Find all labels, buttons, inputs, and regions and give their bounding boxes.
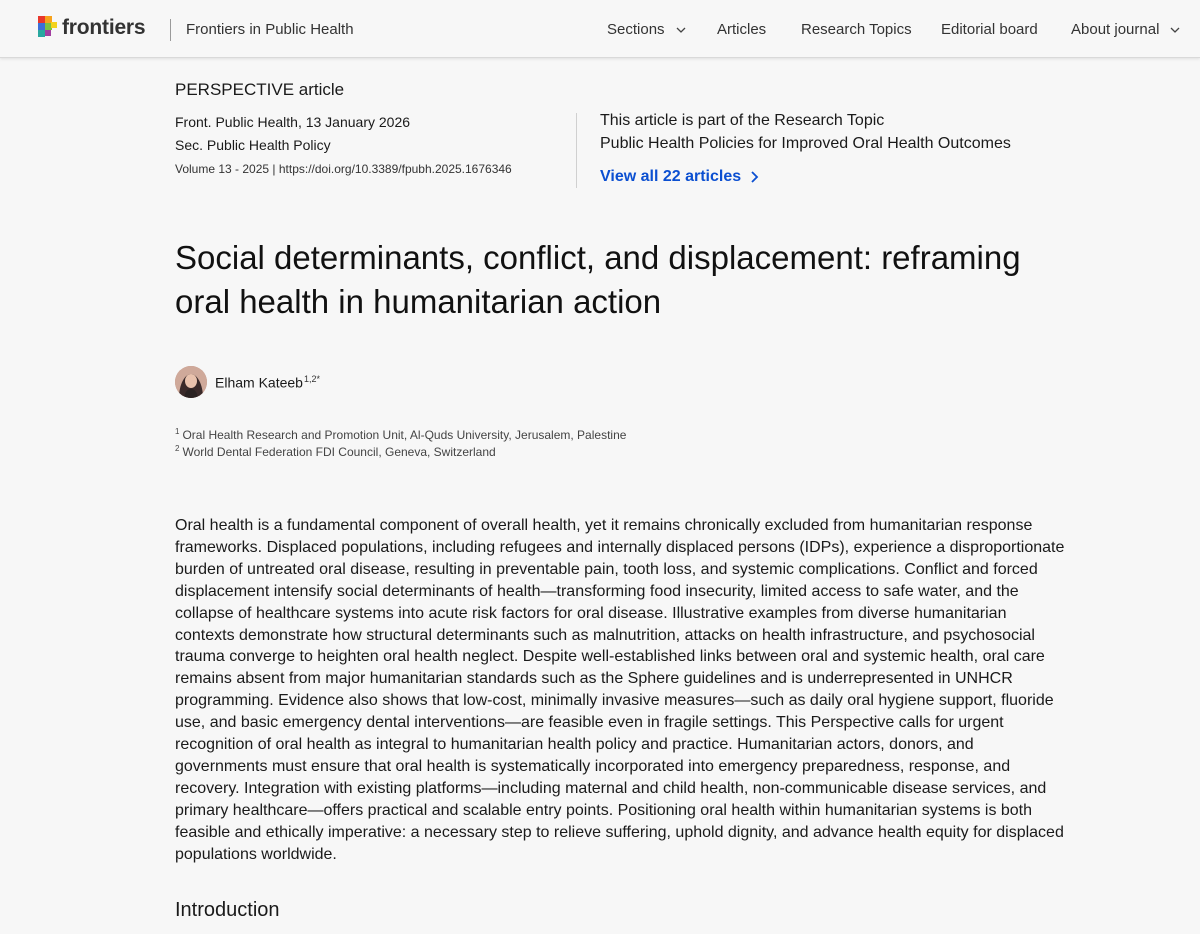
nav-editorial-board-label: Editorial board (941, 21, 1038, 38)
nav-editorial-board[interactable] (941, 21, 1038, 38)
article-title: Social determinants, conflict, and displacement: reframing oral health in humanitarian action (175, 239, 1021, 320)
affiliation-1-text: Oral Health Research and Promotion Unit, Al-Quds University, Jerusalem, Palestine (182, 428, 627, 442)
chevron-down-icon (1169, 24, 1181, 36)
journal-name-link[interactable]: Frontiers in Public Health (186, 21, 354, 38)
author-name-text: Elham Kateeb (215, 374, 303, 391)
top-navigation-bar (0, 0, 1200, 58)
meta-divider (576, 113, 577, 188)
author-name[interactable] (215, 374, 320, 391)
nav-research-topics-label: Research Topics (801, 21, 912, 38)
author-block (175, 366, 320, 398)
section-heading-introduction: Introduction (175, 899, 280, 921)
journal-date: Front. Public Health, 13 January 2026 (175, 114, 411, 130)
nav-research-topics[interactable] (801, 21, 912, 38)
article-type-suffix: article (294, 80, 345, 99)
author-avatar[interactable] (175, 366, 207, 398)
chevron-right-icon (750, 170, 759, 184)
nav-sections-label: Sections (607, 21, 665, 38)
article-section: Sec. Public Health Policy (175, 137, 331, 153)
volume-text: Volume 13 - 2025 | (175, 162, 279, 176)
research-topic-title[interactable]: Public Health Policies for Improved Oral Health Outcomes (600, 135, 1011, 152)
affiliation-2-num: 2 (175, 444, 180, 453)
frontiers-logo-icon (38, 16, 58, 40)
author-photo-icon (175, 366, 207, 398)
author-affiliation-sup: 1,2* (303, 373, 320, 384)
nav-about-journal-label: About journal (1071, 21, 1160, 38)
research-topic-label: This article is part of the Research Topic (600, 112, 885, 129)
view-all-articles-link[interactable] (600, 168, 759, 186)
chevron-down-icon (675, 24, 687, 36)
nav-articles[interactable] (717, 21, 766, 38)
header-divider (170, 19, 171, 41)
article-type-prefix: PERSPECTIVE (175, 80, 295, 99)
affiliation-2 (175, 444, 496, 459)
nav-articles-label: Articles (717, 21, 767, 38)
affiliation-2-text: World Dental Federation FDI Council, Geneva, Switzerland (182, 445, 496, 459)
article-type (175, 80, 344, 100)
view-all-articles-label: View all 22 articles (600, 168, 742, 185)
volume-doi-line (175, 162, 512, 176)
doi-link[interactable]: https://doi.org/10.3389/fpubh.2025.1676346 (278, 162, 512, 176)
affiliation-1-num: 1 (175, 427, 180, 436)
nav-sections[interactable] (607, 21, 687, 38)
abstract-text: Oral health is a fundamental component of overall health, yet it remains chronically excluded from humanitarian response frameworks. Displaced populations, including refugees and internally displaced persons (IDPs), experience a disproportionate burden of untreated oral disease, resulting in preventable pain, tooth loss, and systemic complications. Conflict and forced displacement intensify social determinants of health—transforming food insecurity, limited access to safe water, and the collapse of healthcare systems into acute risk factors for oral disease. Illustrative examples from diverse humanitarian contexts demonstrate how structural determinants such as malnutrition, attacks on health infrastructure, and psychosocial trauma converge to heighten oral health neglect. Despite well-established links between oral and systemic health, oral care remains absent from major humanitarian standards such as the Sphere guidelines and is underrepresented in UNHCR programming. Evidence also shows that low-cost, minimally invasive measures—such as daily oral hygiene support, fluoride use, and basic emergency dental interventions—are feasible even in fragile settings. This Perspective calls for urgent recognition of oral health as integral to humanitarian health policy and practice. Humanitarian actors, donors, and governments must ensure that oral health is systematically incorporated into emergency preparedness, response, and recovery. Integration with existing platforms—including maternal and child health, non-communicable disease services, and primary healthcare—offers practical and scalable entry points. Positioning oral health within humanitarian systems is both feasible and ethically imperative: a necessary step to relieve suffering, uphold dignity, and advance health equity for displaced populations worldwide. (175, 517, 1065, 863)
nav-about-journal[interactable] (1071, 21, 1181, 38)
logo-text: frontiers (62, 16, 146, 39)
affiliation-1 (175, 427, 626, 442)
frontiers-logo[interactable] (38, 16, 145, 40)
